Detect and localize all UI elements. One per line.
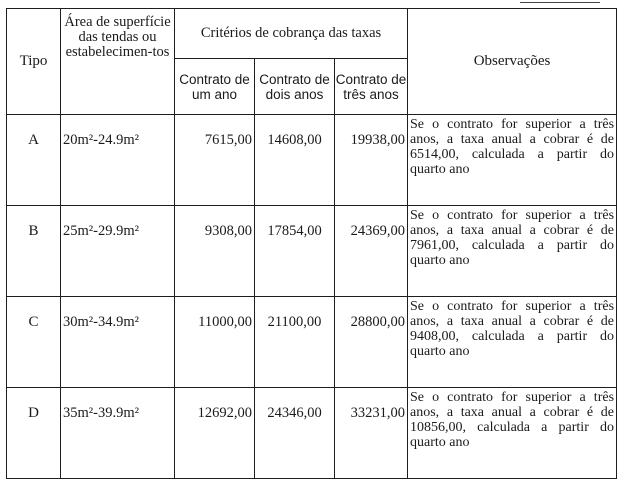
cell-observacao: Se o contrato for superior a três anos, a taxa anual a cobrar é de 9408,00, calculada a partir do quarto ano: [408, 297, 617, 388]
cell-area: 30m²-34.9m²: [61, 297, 175, 388]
cell-dois-anos: 24346,00: [255, 388, 335, 479]
fee-table: [6, 8, 617, 479]
header-area: Área de superfície das tendas ou estabelecimen-tos: [61, 9, 175, 115]
header-row: [7, 9, 617, 59]
top-edge-mark: [0, 0, 624, 8]
cell-observacao: Se o contrato for superior a três anos, a taxa anual a cobrar é de 6514,00, calculada a partir do quarto ano: [408, 115, 617, 206]
header-contrato-um-ano: Contrato de um ano: [175, 59, 255, 115]
table-row: [7, 297, 617, 388]
table-row: [7, 115, 617, 206]
cell-observacao: Se o contrato for superior a três anos, a taxa anual a cobrar é de 10856,00, calculada a partir do quarto ano: [408, 388, 617, 479]
cell-area: 25m²-29.9m²: [61, 206, 175, 297]
header-contrato-tres-anos: Contrato de três anos: [335, 59, 408, 115]
cell-tres-anos: 19938,00: [335, 115, 408, 206]
header-tipo: Tipo: [7, 9, 61, 115]
cell-um-ano: 12692,00: [175, 388, 255, 479]
cell-tipo: A: [7, 115, 61, 206]
cell-um-ano: 11000,00: [175, 297, 255, 388]
cell-um-ano: 9308,00: [175, 206, 255, 297]
header-observacoes: Observações: [408, 9, 617, 115]
cell-tipo: C: [7, 297, 61, 388]
cell-dois-anos: 21100,00: [255, 297, 335, 388]
table-row: [7, 388, 617, 479]
cell-observacao: Se o contrato for superior a três anos, a taxa anual a cobrar é de 7961,00, calculada a partir do quarto ano: [408, 206, 617, 297]
cell-dois-anos: 14608,00: [255, 115, 335, 206]
table-row: [7, 206, 617, 297]
cell-area: 35m²-39.9m²: [61, 388, 175, 479]
cell-um-ano: 7615,00: [175, 115, 255, 206]
cell-area: 20m²-24.9m²: [61, 115, 175, 206]
header-contrato-dois-anos: Contrato de dois anos: [255, 59, 335, 115]
cell-tipo: D: [7, 388, 61, 479]
cell-tres-anos: 33231,00: [335, 388, 408, 479]
cell-tipo: B: [7, 206, 61, 297]
cell-dois-anos: 17854,00: [255, 206, 335, 297]
cell-tres-anos: 24369,00: [335, 206, 408, 297]
cell-tres-anos: 28800,00: [335, 297, 408, 388]
header-criterios: Critérios de cobrança das taxas: [175, 9, 408, 59]
